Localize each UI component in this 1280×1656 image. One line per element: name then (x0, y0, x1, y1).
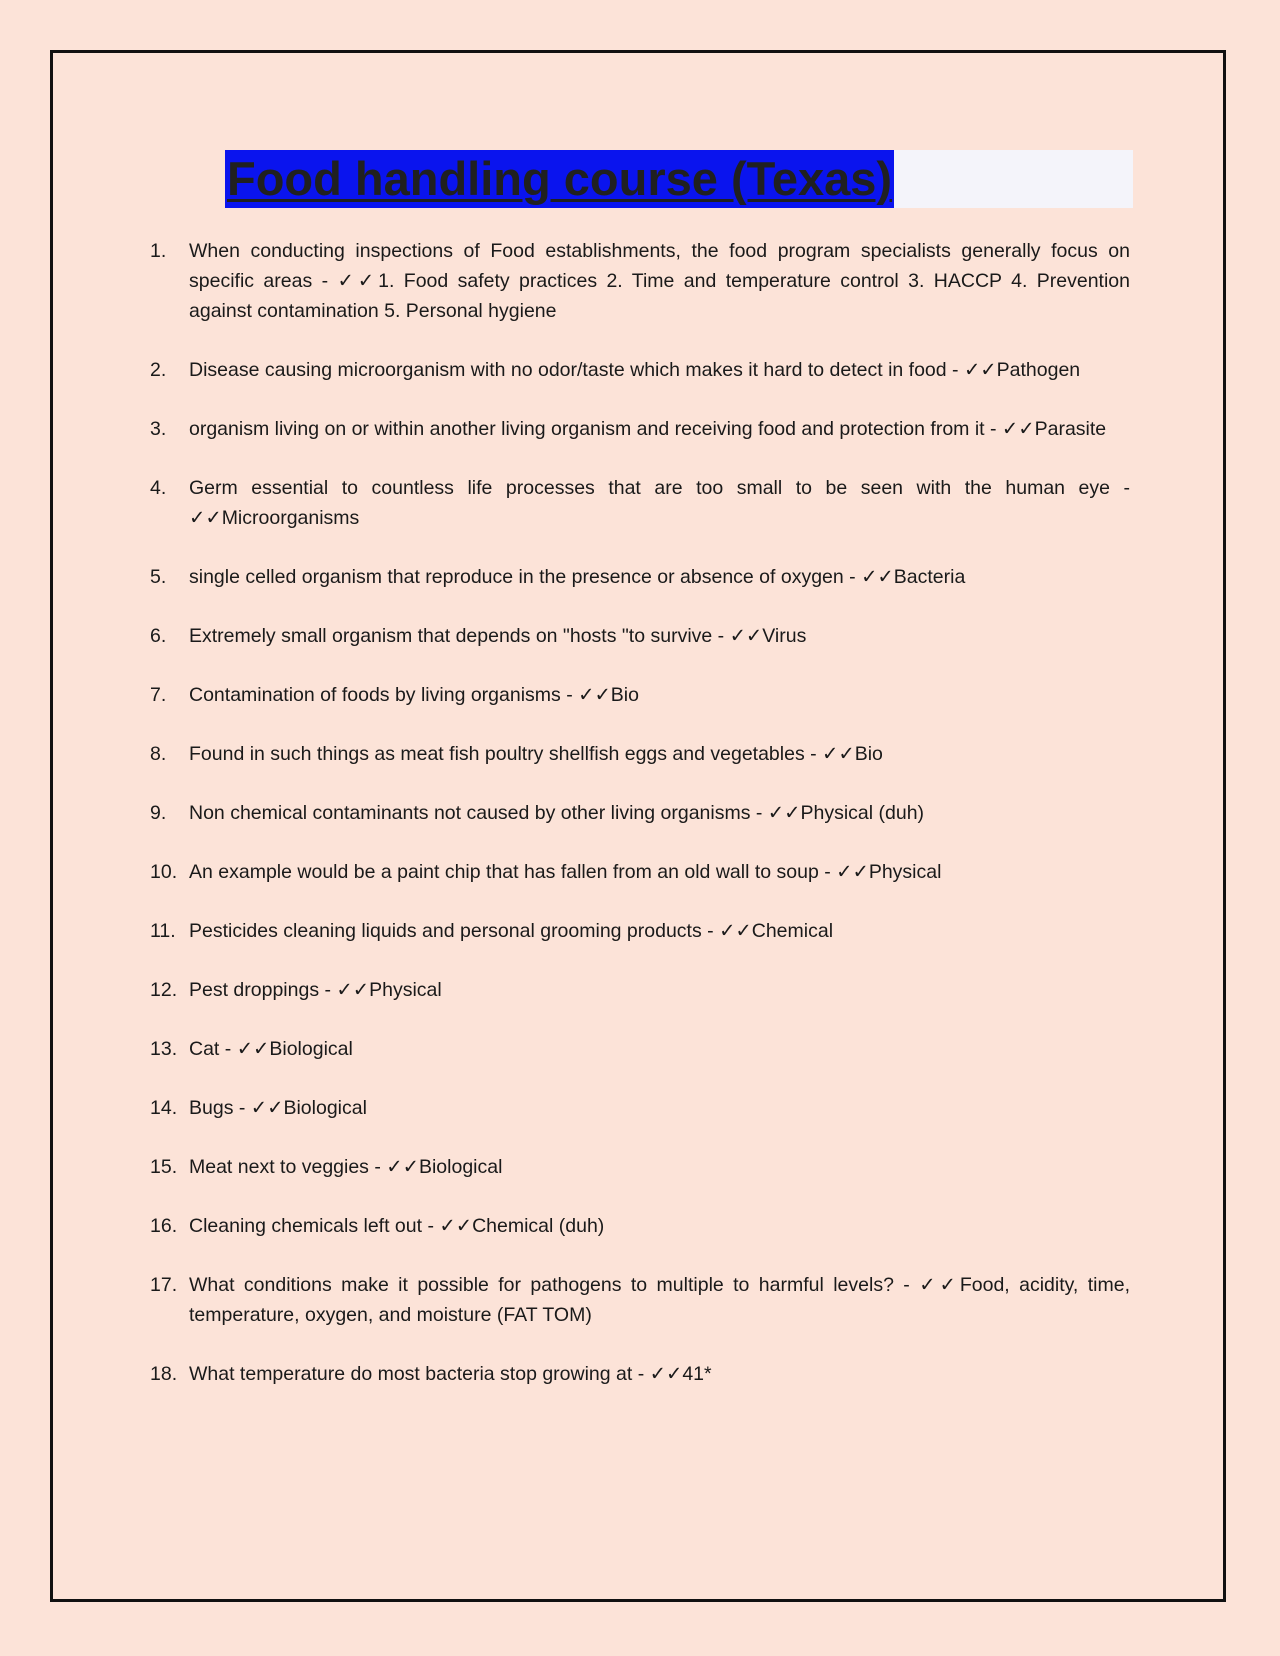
question-text: single celled organism that reproduce in the presence or absence of oxygen - (189, 566, 862, 588)
checkmark-icon: ✓✓ (861, 566, 894, 588)
item-number: 18. (150, 1363, 178, 1385)
item-number: 14. (150, 1097, 178, 1119)
answer-text: Physical (duh) (800, 802, 925, 824)
list-item (150, 1270, 1130, 1330)
question-text: What conditions make it possible for pathogens to multiple to harmful levels? - (189, 1274, 920, 1296)
answer-text: Bio (854, 743, 883, 765)
item-number: 11. (150, 920, 176, 942)
checkmark-icon: ✓✓ (250, 1097, 284, 1119)
answer-text: Parasite (1034, 418, 1107, 440)
item-number: 3. (150, 418, 167, 440)
answer-text: Microorganisms (221, 507, 360, 529)
list-item (150, 1093, 1130, 1123)
checkmark-icon: ✓✓ (337, 270, 379, 292)
list-item (150, 355, 1130, 385)
answer-text: Biological (269, 1038, 353, 1060)
question-text: Found in such things as meat fish poultry shellfish eggs and vegetables - (189, 743, 823, 765)
checkmark-icon: ✓✓ (963, 359, 997, 381)
question-text: Meat next to veggies - (189, 1156, 387, 1178)
question-text: Pesticides cleaning liquids and personal grooming products - (189, 920, 720, 942)
answer-text: Physical (868, 861, 942, 883)
checkmark-icon: ✓✓ (649, 1363, 683, 1385)
question-text: Germ essential to countless life processes that are too small to be seen with the human eye - (189, 477, 1130, 499)
question-text: Contamination of foods by living organisms - (189, 684, 579, 706)
item-number: 5. (150, 566, 167, 588)
item-number: 7. (150, 684, 167, 706)
list-item (150, 798, 1130, 828)
answer-text: Virus (762, 625, 807, 647)
checkmark-icon: ✓✓ (836, 861, 869, 883)
checkmark-icon: ✓✓ (729, 625, 763, 647)
list-item (150, 473, 1130, 533)
question-text: Disease causing microorganism with no odor/taste which makes it hard to detect in food - (189, 359, 964, 381)
checkmark-icon: ✓✓ (767, 802, 801, 824)
list-item (150, 414, 1130, 444)
item-number: 15. (150, 1156, 178, 1178)
question-text: Non chemical contaminants not caused by other living organisms - (189, 802, 768, 824)
answer-text: Food, acidity, time, temperature, oxygen, and moisture (FAT TOM) (189, 1274, 1130, 1326)
list-item (150, 739, 1130, 769)
item-number: 13. (150, 1038, 178, 1060)
checkmark-icon: ✓✓ (439, 1215, 473, 1237)
question-text: An example would be a paint chip that has fallen from an old wall to soup - (189, 861, 837, 883)
checkmark-icon: ✓✓ (919, 1274, 960, 1296)
answer-text: 41* (682, 1363, 712, 1385)
title-banner (225, 150, 1133, 208)
checkmark-icon: ✓✓ (719, 920, 752, 942)
question-text: Extremely small organism that depends on "hosts "to survive - (189, 625, 730, 647)
question-text: Pest droppings - (189, 979, 337, 1001)
question-text: What temperature do most bacteria stop growing at - (189, 1363, 650, 1385)
question-text: Cleaning chemicals left out - (189, 1215, 440, 1237)
list-item (150, 857, 1130, 887)
item-number: 4. (150, 477, 167, 499)
answer-text: 1. Food safety practices 2. Time and temperature control 3. HACCP 4. Prevention against contamination 5. Personal hygiene (189, 270, 1130, 322)
item-number: 17. (150, 1274, 178, 1296)
item-number: 12. (150, 979, 178, 1001)
answer-text: Biological (418, 1156, 503, 1178)
item-number: 2. (150, 359, 167, 381)
question-text: Bugs - (189, 1097, 251, 1119)
checkmark-icon: ✓✓ (189, 507, 222, 529)
list-item (150, 1359, 1130, 1389)
document-title: Food handling course (Texas) (225, 150, 894, 208)
item-number: 8. (150, 743, 167, 765)
question-list (150, 236, 1130, 1418)
item-number: 6. (150, 625, 167, 647)
question-text: organism living on or within another living organism and receiving food and protection from it - (189, 418, 1002, 440)
list-item (150, 562, 1130, 592)
answer-text: Biological (283, 1097, 367, 1119)
list-item (150, 1152, 1130, 1182)
item-number: 10. (150, 861, 178, 883)
item-number: 16. (150, 1215, 178, 1237)
answer-text: Chemical (751, 920, 834, 942)
question-text: When conducting inspections of Food establishments, the food program specialists generally focus on specific areas - (189, 240, 1130, 292)
list-item (150, 1034, 1130, 1064)
answer-text: Pathogen (996, 359, 1081, 381)
answer-text: Chemical (duh) (472, 1215, 605, 1237)
checkmark-icon: ✓✓ (1001, 418, 1035, 440)
answer-text: Bacteria (893, 566, 966, 588)
checkmark-icon: ✓✓ (236, 1038, 270, 1060)
checkmark-icon: ✓✓ (822, 743, 855, 765)
item-number: 9. (150, 802, 167, 824)
list-item (150, 975, 1130, 1005)
question-text: Cat - (189, 1038, 237, 1060)
answer-text: Physical (369, 979, 442, 1001)
answer-text: Bio (610, 684, 639, 706)
list-item (150, 1211, 1130, 1241)
checkmark-icon: ✓✓ (336, 979, 370, 1001)
list-item (150, 916, 1130, 946)
list-item (150, 236, 1130, 326)
list-item (150, 621, 1130, 651)
checkmark-icon: ✓✓ (578, 684, 611, 706)
item-number: 1. (150, 240, 167, 262)
list-item (150, 680, 1130, 710)
checkmark-icon: ✓✓ (386, 1156, 419, 1178)
